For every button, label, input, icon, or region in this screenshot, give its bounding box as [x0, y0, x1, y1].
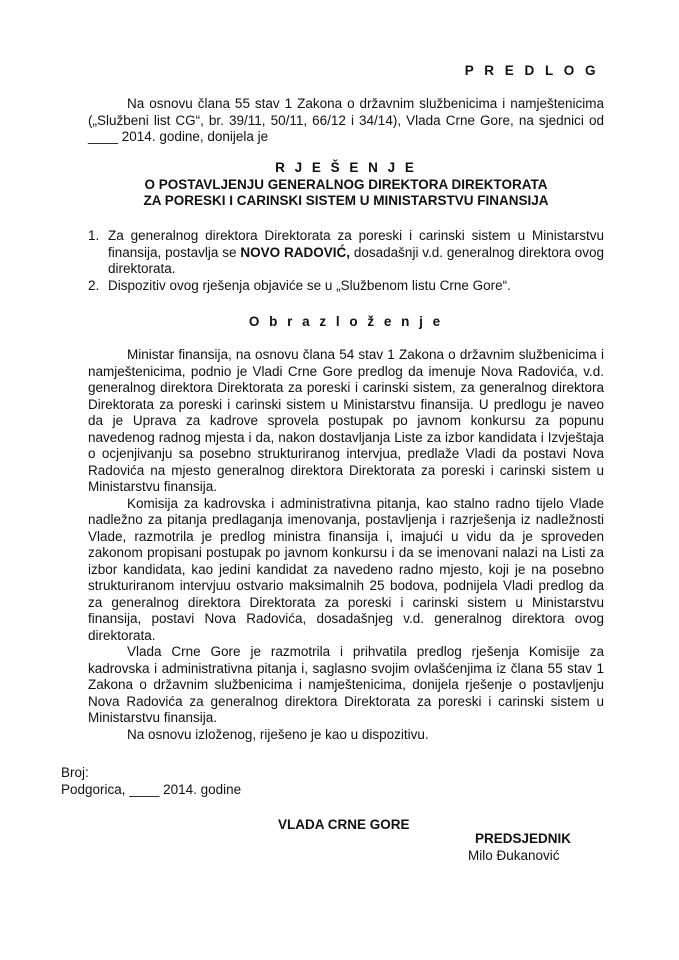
document-label: P R E D L O G — [464, 63, 599, 78]
disposition-list — [88, 228, 604, 294]
place-and-date: Podgorica, ____ 2014. godine — [61, 781, 242, 797]
intro-text: Na osnovu člana 55 stav 1 Zakona o državnim službenicima i namještenicima („Službeni list CG“, br. 39/11, 50/11, 66/12 i 34/14), Vlada Crne Gore, na sjednici od ____ 2014. godine, donijela je — [88, 96, 604, 144]
explanation-paragraph: Vlada Crne Gore je razmotrila i prihvatila predlog rješenja Komisije za kadrovska i administrativna pitanja i, saglasno svojim ovlašćenjima iz člana 55 stav 1 Zakona o državnim službenicima i namještenicima, donijela rješenje o postavljenju Nova Radovića za generalnog direktora Direktorata za poreski i carinski sistem u Ministarstvu finansija. — [88, 644, 604, 725]
explanation-paragraph: Ministar finansija, na osnovu člana 54 stav 1 Zakona o državnim službenicima i namještenicima, podnio je Vladi Crne Gore predlog da imenuje Nova Radovića, v.d. generalnog direktora Direktorata za poreski i carinski sistem, za generalnog direktora Direktorata za poreski i carinski sistem u Ministarstvu finansija. U predlogu je naveo da je Uprava za kadrove sprovela postupak po javnom konkursu za popunu navedenog radnog mjesta i da, nakon dostavljanja Liste za izbor kandidata i Izvještaja o ocjenjivanju sa posebno strukturiranog intervjua, predlaže Vladi da postavi Nova Radovića na mjesto generalnog direktora Direktorata za poreski i carinski sistem u Ministarstvu finansija. — [88, 347, 604, 494]
president-name: Milo Đukanović — [468, 848, 560, 863]
list-item-text: Dispozitiv ovog rješenja objaviće se u „Službenom listu Crne Gore“. — [108, 277, 511, 293]
president-title: PREDSJEDNIK — [474, 831, 571, 846]
appointee-name: NOVO RADOVIĆ, — [240, 244, 351, 260]
explanation-body — [88, 347, 604, 743]
list-item-number: 2. — [88, 277, 100, 293]
list-item — [88, 228, 604, 278]
list-item-text-start: Za generalnog direktora Direktorata za poreski i carinski sistem u Ministarstvu finansija, postavlja se — [108, 228, 604, 260]
document-number: Broj: — [61, 765, 89, 780]
decision-heading — [88, 160, 604, 210]
list-item-text-end: dosadašnji v.d. generalnog direktora ovog direktorata. — [108, 244, 604, 276]
government-name: VLADA CRNE GORE — [278, 817, 410, 832]
explanation-paragraph: Na osnovu izloženog, riješeno je kao u dispozitivu. — [127, 726, 429, 742]
decision-subtitle-line-2: ZA PORESKI I CARINSKI SISTEM U MINISTARSTVU FINANSIJA — [143, 193, 549, 208]
explanation-heading: O b r a z l o ž e n j e — [248, 314, 444, 329]
document-footer — [61, 765, 241, 798]
decision-subtitle-line-1: O POSTAVLJENJU GENERALNOG DIREKTORA DIREKTORATA — [144, 176, 548, 192]
explanation-paragraph: Komisija za kadrovska i administrativna pitanja, kao stalno radno tijelo Vlade nadležno za pitanja predlaganja imenovanja, postavljenja i razrješenja iz nadležnosti Vlade, razmotrila je predlog ministra finansija i, imajući u vidu da je sproveden zakonom propisani postupak po javnom konkursu i da se imenovani nalazi na Listi za izbor kandidata, kao jedini kandidat za navedeno radno mjesto, koji je na posebno strukturiranom intervjuu ostvario maksimalnih 25 bodova, podnijela Vladi predlog da za generalnog direktora Direktorata za poreski i carinski sistem u Ministarstvu finansija, postavi Nova Radovića, dosadašnjeg v.d. generalnog direktora ovog direktorata. — [88, 495, 604, 643]
list-item-number: 1. — [88, 228, 100, 243]
list-item — [88, 278, 604, 295]
intro-paragraph — [88, 96, 604, 146]
decision-title: R J E Š E N J E — [275, 160, 417, 175]
